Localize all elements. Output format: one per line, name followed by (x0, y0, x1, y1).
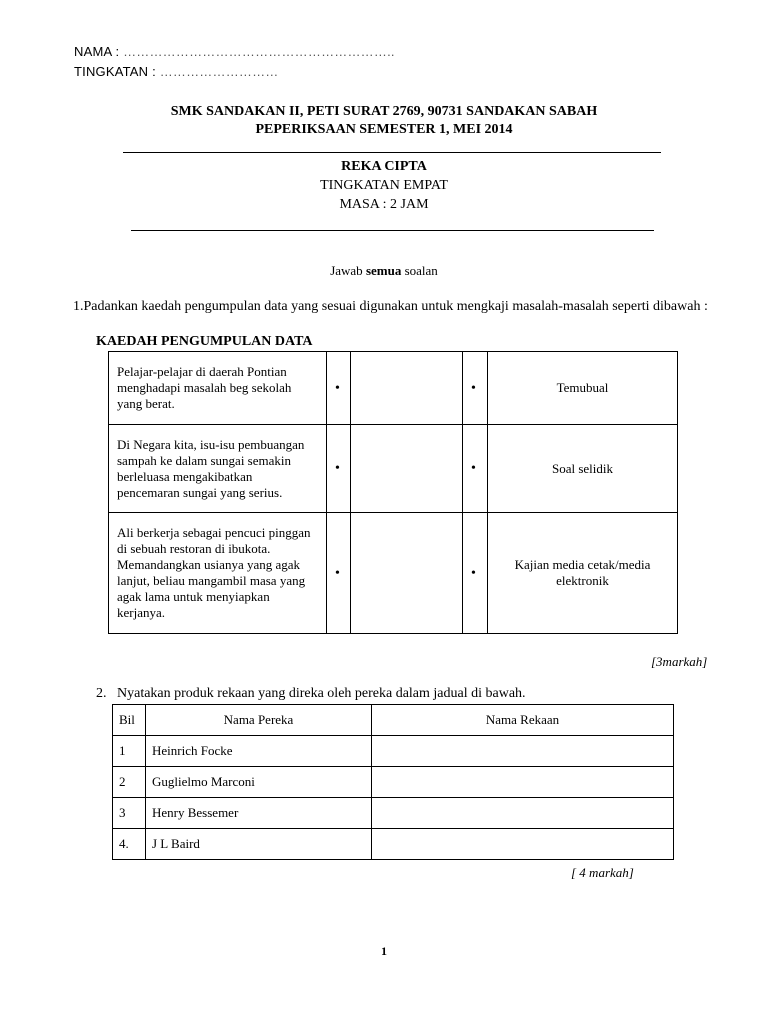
bullet-dot: • (471, 565, 476, 581)
product-answer-cell[interactable] (372, 829, 674, 860)
question-2-text: 2. Nyatakan produk rekaan yang direka oleh pereka dalam jadual di bawah. (96, 686, 526, 701)
bullet-dot: • (335, 461, 340, 476)
designer-name: Heinrich Focke (146, 736, 372, 767)
instruction-text-end: soalan (401, 263, 438, 278)
bullet-dot: • (335, 565, 340, 581)
matching-row (109, 425, 678, 513)
name-blank: …………………………………………………….. (123, 44, 395, 59)
col-header-designer: Nama Pereka (146, 705, 372, 736)
question-1-heading: KAEDAH PENGUMPULAN DATA (96, 334, 313, 349)
bullet-dot: • (471, 461, 476, 476)
form-label: TINGKATAN : (74, 64, 156, 79)
exam-title: PEPERIKSAAN SEMESTER 1, MEI 2014 (255, 122, 513, 137)
left-dot-cell[interactable] (327, 352, 351, 425)
question-2-marks: [ 4 markah] (571, 865, 634, 880)
designer-name: Henry Bessemer (146, 798, 372, 829)
bullet-dot: • (335, 380, 340, 396)
table-row (113, 798, 674, 829)
method-cell: Temubual (488, 352, 678, 425)
question-1-marks: [3markah] (651, 654, 708, 669)
question-1-text: 1.Padankan kaedah pengumpulan data yang sesuai digunakan untuk mengkaji masalah-masalah seperti dibawah : (73, 299, 708, 314)
row-number: 4. (113, 829, 146, 860)
table-header-row (113, 705, 674, 736)
method-cell: Soal selidik (488, 425, 678, 513)
instruction-emphasis: semua (365, 263, 402, 278)
header-rule-bottom (131, 230, 654, 231)
problem-cell: Ali berkerja sebagai pencuci pinggan di sebuah restoran di ibukota. Memandangkan usianya yang agak lanjut, beliau mangambil masa yang agak lama untuk menyiapkan kerjanya. (109, 513, 327, 634)
problem-cell: Pelajar-pelajar di daerah Pontian menghadapi masalah beg sekolah yang berat. (109, 352, 327, 425)
product-answer-cell[interactable] (372, 736, 674, 767)
row-number: 2 (113, 767, 146, 798)
left-dot-cell[interactable] (327, 425, 351, 513)
row-number: 3 (113, 798, 146, 829)
instruction-text-start: Jawab (330, 263, 366, 278)
col-header-bil: Bil (113, 705, 146, 736)
form-blank: ……………………… (159, 64, 279, 79)
header-rule-top (123, 152, 661, 153)
col-header-product: Nama Rekaan (372, 705, 674, 736)
matching-gap-cell[interactable] (351, 513, 463, 634)
matching-row (109, 352, 678, 425)
left-dot-cell[interactable] (327, 513, 351, 634)
instruction (0, 263, 768, 279)
designer-name: J L Baird (146, 829, 372, 860)
subject-title: REKA CIPTA (341, 159, 427, 174)
right-dot-cell[interactable] (463, 352, 488, 425)
table-row (113, 767, 674, 798)
form-field (74, 64, 279, 79)
product-answer-cell[interactable] (372, 767, 674, 798)
table-row (113, 736, 674, 767)
method-cell: Kajian media cetak/media elektronik (488, 513, 678, 634)
name-label: NAMA : (74, 44, 120, 59)
matching-gap-cell[interactable] (351, 352, 463, 425)
school-address: SMK SANDAKAN II, PETI SURAT 2769, 90731 SANDAKAN SABAH (170, 104, 598, 119)
table-row (113, 829, 674, 860)
matching-row (109, 513, 678, 634)
name-field (74, 44, 395, 59)
designer-table (112, 704, 674, 860)
matching-table (108, 351, 678, 634)
page-number: 1 (381, 944, 387, 958)
matching-gap-cell[interactable] (351, 425, 463, 513)
exam-duration: MASA : 2 JAM (339, 197, 429, 212)
bullet-dot: • (471, 380, 476, 396)
problem-cell: Di Negara kita, isu-isu pembuangan sampah ke dalam sungai semakin berleluasa mengakibatkan pencemaran sungai yang serius. (109, 425, 327, 513)
row-number: 1 (113, 736, 146, 767)
designer-name: Guglielmo Marconi (146, 767, 372, 798)
product-answer-cell[interactable] (372, 798, 674, 829)
right-dot-cell[interactable] (463, 425, 488, 513)
form-level: TINGKATAN EMPAT (320, 178, 448, 193)
right-dot-cell[interactable] (463, 513, 488, 634)
